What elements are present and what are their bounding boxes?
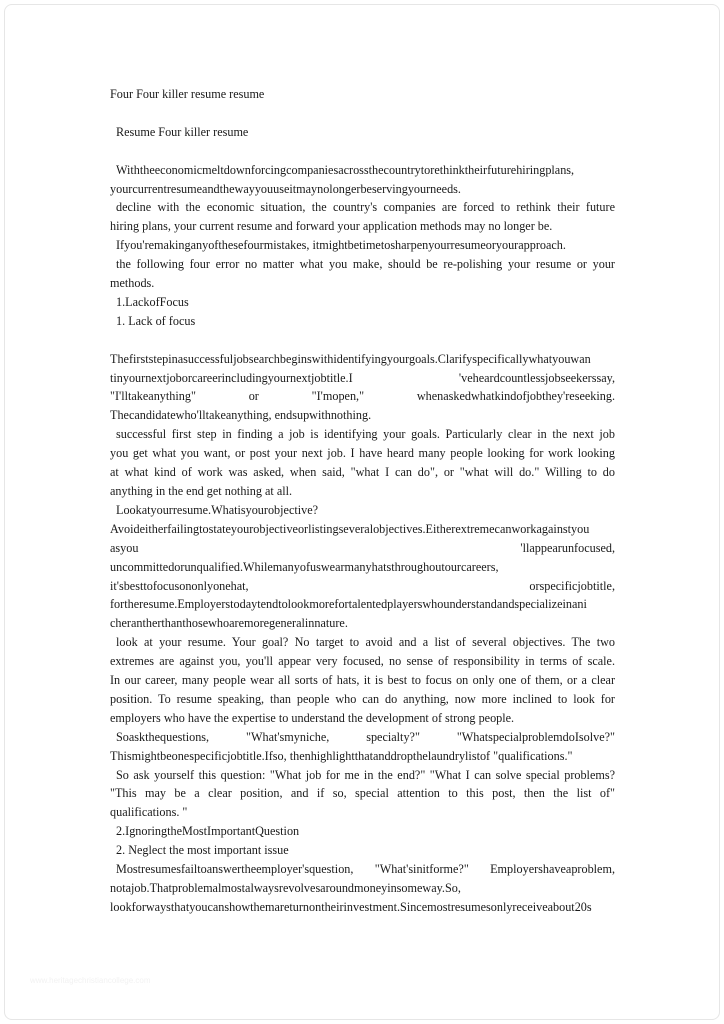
- paragraph-line: employers who have the expertise to understand the development of strong people.: [110, 710, 515, 725]
- paragraph-line: Ifyou'remakinganyofthesefourmistakes, itmightbetimetosharpenyourresumeoryourapproach.: [116, 238, 566, 253]
- paragraph-line: Soaskthequestions, "What'smyniche, specialty?" "WhatspecialproblemdoIsolve?": [116, 729, 615, 744]
- document-body: [110, 85, 615, 917]
- watermark-text: www.heritagechristiancollege.com: [30, 976, 151, 985]
- paragraph-line: "I'lltakeanything" or "I'mopen," whenaskedwhatkindofjobthey'reseeking.: [110, 389, 615, 404]
- section-heading: 1. Lack of focus: [116, 313, 196, 328]
- paragraph-line: tinyournextjoborcareerincludingyournextjobtitle.I 'veheardcountlessjobseekerssay,: [110, 370, 615, 385]
- paragraph-line: successful first step in finding a job is identifying your goals. Particularly clear in the next job: [116, 427, 615, 442]
- paragraph-line: anything in the end get nothing at all.: [110, 483, 293, 498]
- paragraph-line: methods.: [110, 276, 155, 291]
- paragraph-line: uncommittedorunqualified.Whilemanyofuswearmanyhatsthroughoutourcareers,: [110, 559, 499, 574]
- paragraph-line: cherantherthanthosewhoaremoregeneralinnature.: [110, 616, 348, 631]
- paragraph-line: decline with the economic situation, the country's companies are forced to rethink their future: [116, 200, 615, 215]
- paragraph-line: look at your resume. Your goal? No target to avoid and a list of several objectives. The two: [116, 635, 615, 650]
- paragraph-line: In our career, many people wear all sorts of hats, it is best to focus on only one of them, or a clear: [110, 673, 615, 688]
- paragraph-line: position. To resume speaking, than people who can do anything, now more inclined to look for: [110, 691, 615, 706]
- paragraph-line: Lookatyourresume.Whatisyourobjective?: [116, 502, 319, 517]
- paragraph-line: lookforwaysthatyoucanshowthemareturnontheirinvestment.Sincemostresumesonlyreceiveabout20s: [110, 899, 592, 914]
- paragraph-line: yourcurrentresumeandthewayyouuseitmaynolongerbeservingyourneeds.: [110, 181, 461, 196]
- paragraph-line: "This may be a clear position, and if so, special attention to this post, then the list of": [110, 786, 615, 801]
- paragraph-line: notajob.Thatproblemalmostalwaysrevolvesaroundmoneyinsomeway.So,: [110, 881, 461, 896]
- section-heading: 2. Neglect the most important issue: [116, 843, 289, 858]
- paragraph-line: it'sbesttofocusononlyonehat, orspecificjobtitle,: [110, 578, 615, 593]
- paragraph-line: at what kind of work was asked, when said, "what I can do", or "what will do." Willing to do: [110, 465, 615, 480]
- paragraph-line: fortheresume.Employerstodaytendtolookmorefortalentedplayerswhounderstandandspecializeinani: [110, 597, 587, 612]
- paragraph-line: Thecandidatewho'lltakeanything, endsupwithnothing.: [110, 408, 372, 423]
- document-subtitle: Resume Four killer resume: [116, 124, 249, 139]
- paragraph-line: Withtheeconomicmeltdownforcingcompaniesacrossthecountrytorethinktheirfuturehiringplans,: [116, 162, 575, 177]
- paragraph-line: Thefirststepinasuccessfuljobsearchbeginswithidentifyingyourgoals.Clarifyspecificallywhatyouwan: [110, 351, 591, 366]
- paragraph-line: Thismightbeonespecificjobtitle.Ifso, thenhighlightthatanddropthelaundrylistof "qualifications.": [110, 748, 573, 763]
- paragraph-line: Mostresumesfailtoanswertheemployer'squestion, "What'sinitforme?" Employershaveaproblem,: [116, 862, 615, 877]
- paragraph-line: asyou 'llappearunfocused,: [110, 540, 615, 555]
- section-heading: 1.LackofFocus: [116, 294, 189, 309]
- section-heading: 2.IgnoringtheMostImportantQuestion: [116, 824, 300, 839]
- paragraph-line: hiring plans, your current resume and forward your application methods may no longer be.: [110, 219, 553, 234]
- document-title: Four Four killer resume resume: [110, 87, 265, 101]
- paragraph-line: Avoideitherfailingtostateyourobjectiveorlistingseveralobjectives.Eitherextremecanworkagainstyou: [110, 521, 590, 536]
- paragraph-line: qualifications. ": [110, 805, 188, 820]
- paragraph-line: you get what you want, or post your next job. I have heard many people looking for work looking: [110, 446, 615, 461]
- paragraph-line: the following four error no matter what you make, should be re-polishing your resume or your: [116, 257, 615, 272]
- paragraph-line: So ask yourself this question: "What job for me in the end?" "What I can solve special problems?: [116, 767, 615, 782]
- paragraph-line: extremes are against you, you'll appear very focused, no sense of responsibility in terms of scale.: [110, 654, 615, 669]
